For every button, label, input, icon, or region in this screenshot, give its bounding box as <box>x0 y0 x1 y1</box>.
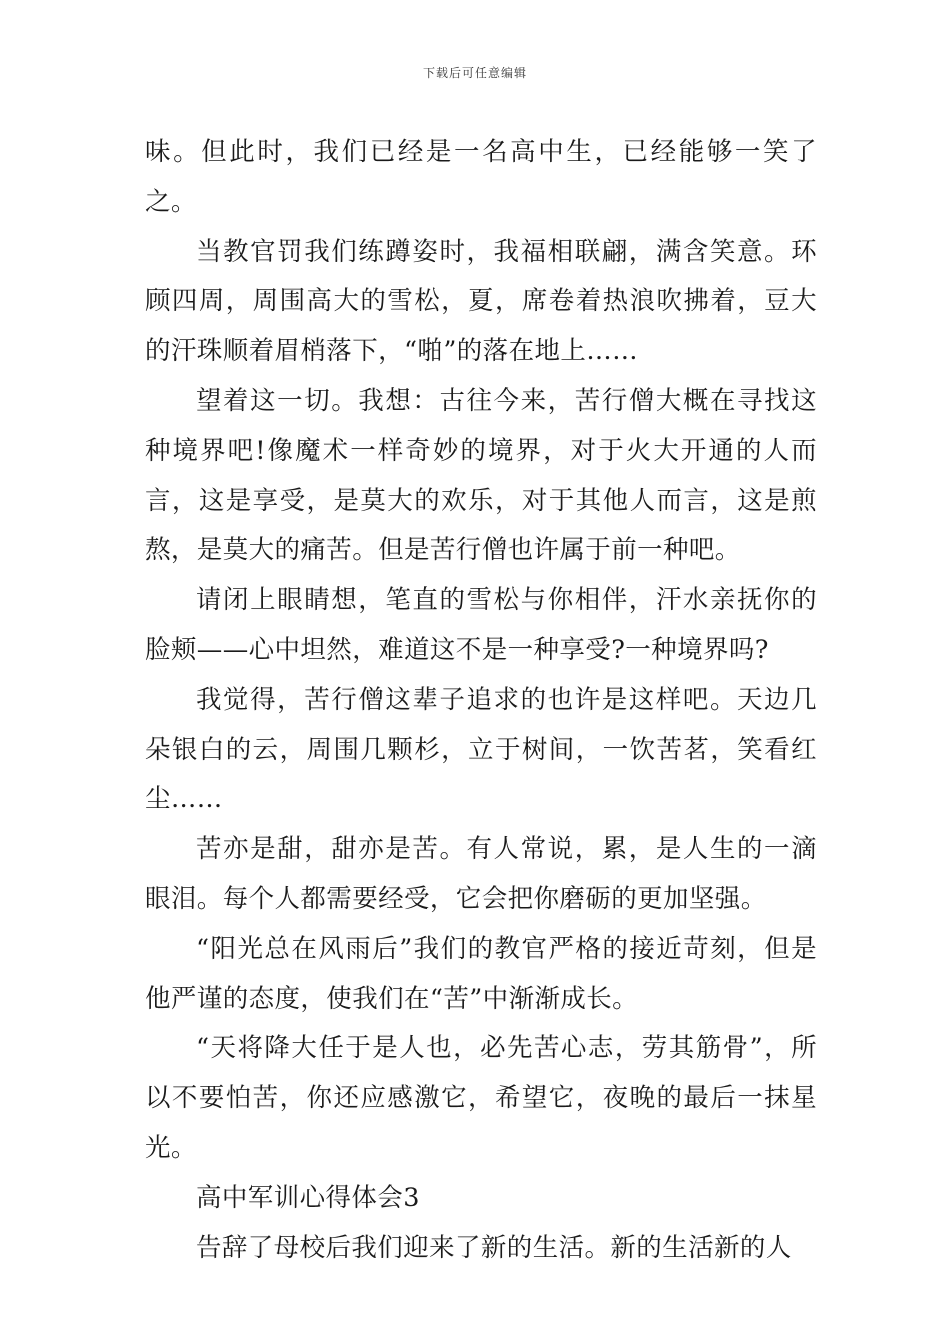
paragraph-4: 请闭上眼睛想，笔直的雪松与你相伴，汗水亲抚你的脸颊——心中坦然，难道这不是一种享受?一种境界吗? <box>145 585 817 665</box>
document-body <box>145 128 817 1273</box>
paragraph-7: “阳光总在风雨后”我们的教官严格的接近苛刻，但是他严谨的态度，使我们在“苦”中渐渐成长。 <box>145 933 817 1014</box>
paragraph-6: 苦亦是甜，甜亦是苦。有人常说，累，是人生的一滴眼泪。每个人都需要经受，它会把你磨砺的更加坚强。 <box>145 834 817 914</box>
paragraph-9: 告辞了母校后我们迎来了新的生活。新的生活新的人 <box>196 1232 792 1263</box>
paragraph-5: 我觉得，苦行僧这辈子追求的也许是这样吧。天边几朵银白的云，周围几颗杉，立于树间，一饮苦茗，笑看红尘…… <box>145 684 817 815</box>
paragraph-1: 味。但此时，我们已经是一名高中生，已经能够一笑了之。 <box>145 137 817 217</box>
paragraph-3: 望着这一切。我想：古往今来，苦行僧大概在寻找这种境界吧!像魔术一样奇妙的境界，对于火大开通的人而言，这是享受，是莫大的欢乐，对于其他人而言，这是煎熬，是莫大的痛苦。但是苦行僧也许属于前一种吧。 <box>145 385 817 566</box>
page-header: 下载后可任意编辑 <box>422 66 527 80</box>
paragraph-2: 当教官罚我们练蹲姿时，我福相联翩，满含笑意。环顾四周，周围高大的雪松，夏，席卷着热浪吹拂着，豆大的汗珠顺着眉梢落下，“啪”的落在地上…… <box>145 236 817 367</box>
paragraph-8: “天将降大任于是人也，必先苦心志，劳其筋骨”，所以不要怕苦，你还应感激它，希望它，夜晚的最后一抹星光。 <box>145 1033 817 1163</box>
section-heading: 高中军训心得体会3 <box>196 1182 420 1213</box>
